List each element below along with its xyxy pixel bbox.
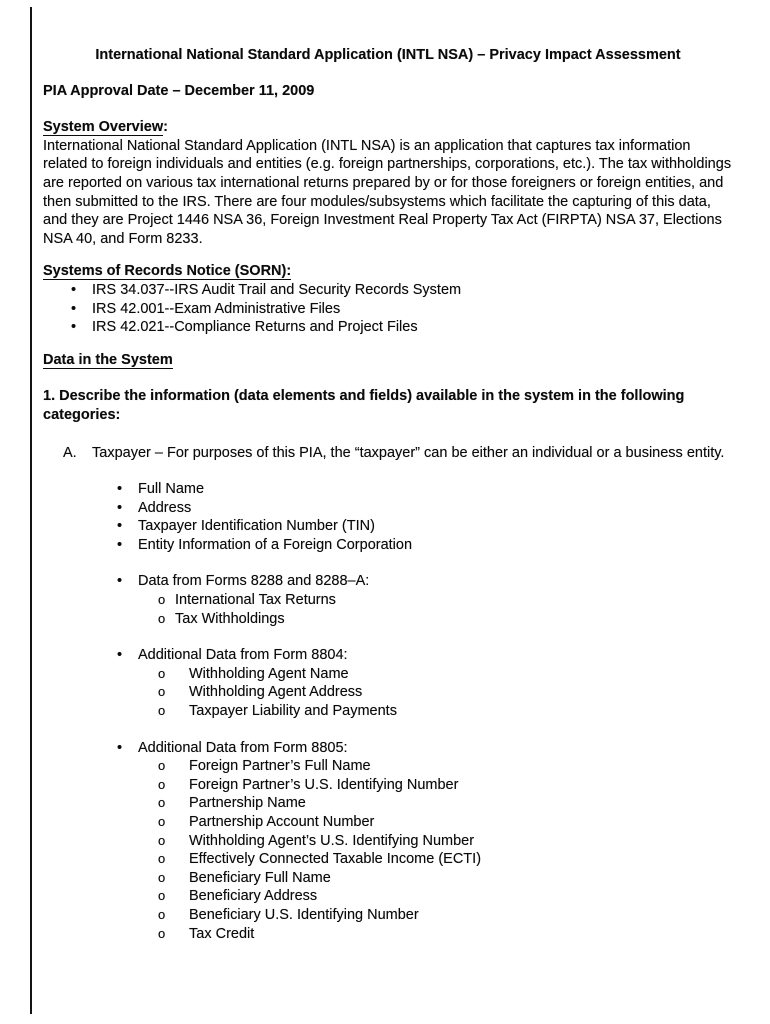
sorn-list [43,281,733,337]
bullet-icon: • [71,281,77,298]
circle-bullet-icon: o [158,592,166,608]
form-group-label: Data from Forms 8288 and 8288–A: [138,573,370,590]
form-group-subitem-text: Tax Withholdings [175,610,285,627]
circle-bullet-icon: o [158,758,166,774]
form-group-subitem [43,591,733,610]
circle-bullet-icon: o [158,776,166,792]
circle-bullet-icon: o [158,814,166,829]
bullet-icon: • [117,536,123,553]
circle-bullet-icon: o [158,795,166,811]
item-a [43,444,733,463]
form-group-label-row [43,646,733,665]
sorn-heading [43,262,733,281]
form-group-label-row [43,739,733,758]
circle-bullet-icon: o [158,832,166,848]
document-title: International National Standard Application (INTL NSA) – Privacy Impact Assessment [95,47,681,63]
form-group-subitem-text: Beneficiary Full Name [189,869,331,886]
system-overview-heading [43,118,733,137]
form-group-sublist [43,665,733,721]
circle-bullet-icon: o [158,684,166,700]
form-group-subitem [43,794,733,813]
taxpayer-bullet-item [43,480,733,499]
bullet-icon: • [117,499,123,516]
bullet-icon: • [71,319,77,336]
form-groups [43,572,733,943]
form-group-subitem-text: Partnership Name [189,795,306,812]
form-group-subitem-text: Withholding Agent Address [189,684,363,701]
form-group-subitem-text: Partnership Account Number [189,814,375,830]
form-group-subitem-text: Foreign Partner’s U.S. Identifying Number [189,776,459,793]
taxpayer-bullet-item [43,499,733,518]
system-overview-heading-text: System Overview [43,119,164,136]
form-group-label-row [43,572,733,591]
form-group-subitem [43,813,733,832]
sorn-item-text: IRS 42.001--Exam Administrative Files [92,300,341,317]
form-group-subitem [43,869,733,888]
form-group [43,572,733,628]
form-group-subitem [43,887,733,906]
form-group-sublist [43,591,733,628]
sorn-item-text: IRS 42.021--Compliance Returns and Project Files [92,319,418,336]
item-a-label: A. [63,444,77,461]
sorn-item-text: IRS 34.037--IRS Audit Trail and Security Records System [92,281,462,298]
taxpayer-bullet-text: Full Name [138,481,205,498]
taxpayer-bullet-text: Address [138,499,192,516]
system-overview-heading-colon: : [163,119,168,136]
taxpayer-bullet-item [43,517,733,536]
form-group-subitem-text: Beneficiary Address [189,888,318,905]
circle-bullet-icon: o [158,925,166,941]
form-group-subitem [43,757,733,776]
bullet-icon: • [71,300,77,317]
form-group-label: Additional Data from Form 8804: [138,647,348,664]
question-1: 1. Describe the information (data elements and fields) available in the system in the following categories: [43,388,685,423]
form-group-subitem-text: Foreign Partner’s Full Name [189,758,371,775]
taxpayer-bullet-text: Entity Information of a Foreign Corporation [138,536,413,553]
sorn-list-item [43,318,733,337]
circle-bullet-icon: o [158,906,166,922]
circle-bullet-icon: o [158,851,166,867]
form-group-subitem [43,683,733,702]
sorn-heading-text: Systems of Records Notice (SORN): [43,263,292,280]
data-in-system-heading [43,351,733,370]
circle-bullet-icon: o [158,703,166,719]
form-group-subitem [43,776,733,795]
circle-bullet-icon: o [158,888,166,904]
form-group-subitem-text: International Tax Returns [175,592,336,609]
form-group-subitem [43,610,733,629]
bullet-icon: • [117,739,123,756]
circle-bullet-icon: o [158,610,166,626]
form-group-label: Additional Data from Form 8805: [138,739,348,756]
scan-artifact-line [30,7,32,1014]
form-group-subitem [43,702,733,721]
taxpayer-bullet-text: Taxpayer Identification Number (TIN) [138,518,375,535]
sorn-list-item [43,281,733,300]
system-overview-paragraph: International National Standard Application (INTL NSA) is an application that captures tax information related to foreign individuals and entities (e.g. foreign partnerships, corporations, etc.). The tax withholdings are reported on various tax international returns prepared by or for those foreigners or foreign entities, and then submitted to the IRS. There are four modules/subsystems which facilitate the capturing of this data, and they are Project 1446 NSA 36, Foreign Investment Real Property Tax Act (FIRPTA) NSA 37, Elections NSA 40, and Form 8233. [43,137,732,247]
form-group-subitem [43,850,733,869]
circle-bullet-icon: o [158,665,166,681]
form-group-subitem-text: Withholding Agent’s U.S. Identifying Number [189,832,475,849]
form-group-subitem [43,832,733,851]
form-group-subitem [43,665,733,684]
form-group-subitem-text: Effectively Connected Taxable Income (ECTI) [189,851,482,868]
form-group-subitem-text: Tax Credit [189,925,255,942]
bullet-icon: • [117,647,123,664]
bullet-icon: • [117,573,123,590]
item-a-text: Taxpayer – For purposes of this PIA, the “taxpayer” can be either an individual or a business entity. [92,444,725,461]
form-group-subitem [43,925,733,944]
bullet-icon: • [117,518,123,535]
form-group-subitem-text: Taxpayer Liability and Payments [189,703,397,720]
taxpayer-bullet-item [43,536,733,555]
circle-bullet-icon: o [158,869,166,885]
form-group [43,739,733,944]
data-in-system-heading-text: Data in the System [43,351,173,368]
document-content [43,46,733,943]
taxpayer-bullet-list [43,480,733,554]
form-group-subitem-text: Beneficiary U.S. Identifying Number [189,906,419,923]
pia-approval-date: PIA Approval Date – December 11, 2009 [43,82,315,99]
sorn-list-item [43,300,733,319]
bullet-icon: • [117,481,123,498]
form-group-sublist [43,757,733,943]
form-group [43,646,733,720]
form-group-subitem [43,906,733,925]
form-group-subitem-text: Withholding Agent Name [189,665,349,682]
